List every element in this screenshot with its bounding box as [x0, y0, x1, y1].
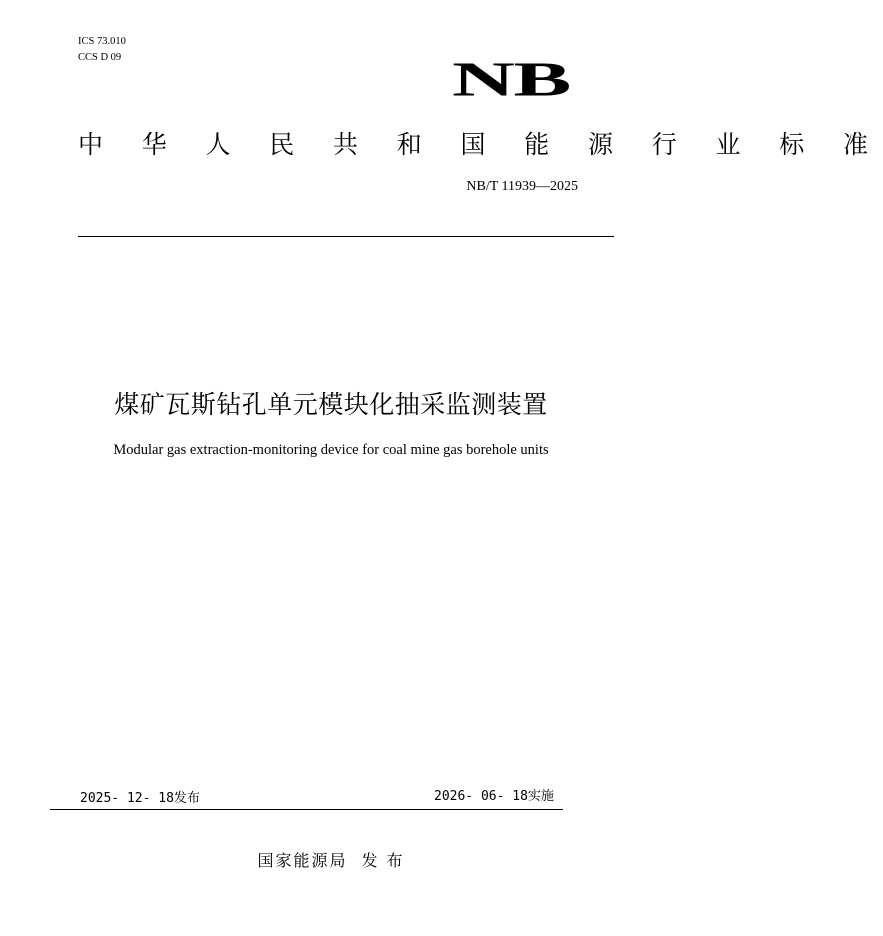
nb-logo: NB [452, 52, 570, 107]
implement-label: 实施 [527, 789, 554, 804]
implement-date-line [434, 788, 554, 806]
ccs-code: CCS D 09 [78, 52, 122, 63]
footer-divider [50, 809, 563, 810]
ics-code: ICS 73.010 [78, 36, 126, 47]
issuing-authority-line [0, 850, 662, 872]
publish-date-line [80, 790, 200, 808]
classification-codes [78, 34, 126, 66]
issue-action: 发 布 [361, 851, 405, 870]
publish-label: 发布 [173, 791, 200, 806]
standard-number: NB/T 11939—2025 [466, 179, 578, 194]
implement-date: 2026- 06- 18 [434, 789, 528, 804]
industry-standard-heading: 中 华 人 民 共 和 国 能 源 行 业 标 准 [78, 130, 883, 159]
publish-date: 2025- 12- 18 [80, 791, 174, 806]
header-divider [78, 236, 614, 237]
document-title-chinese: 煤矿瓦斯钻孔单元模块化抽采监测装置 [114, 390, 548, 419]
document-title-english: Modular gas extraction-monitoring device for coal mine gas borehole units [113, 442, 549, 458]
issuing-authority: 国家能源局 [257, 851, 348, 870]
